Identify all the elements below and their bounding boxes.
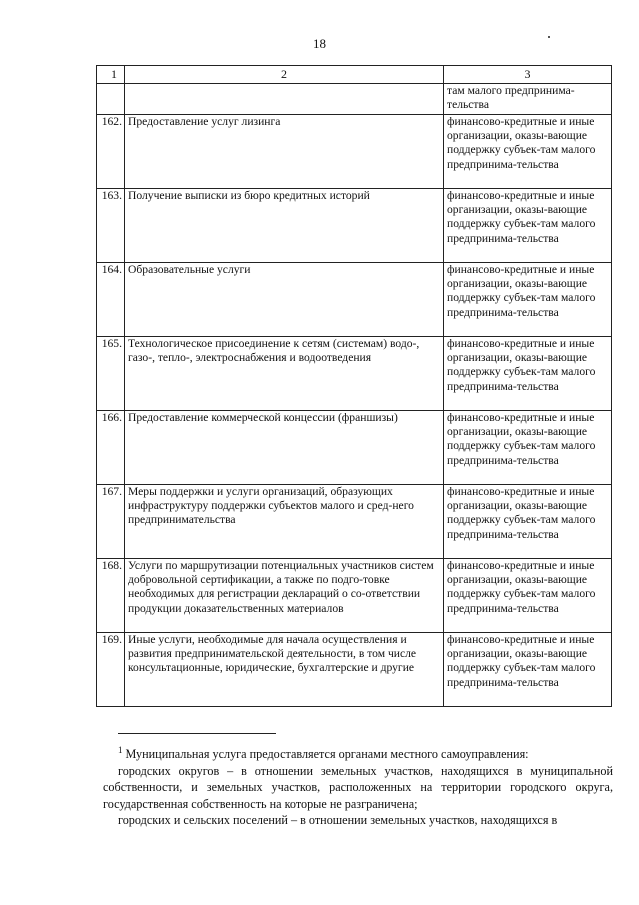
service-name: Иные услуги, необходимые для начала осуществления и развития предпринимательской деятельности, в том числе консультационные, юридические, бухгалтерские и другие (125, 633, 444, 707)
row-number: 163. (97, 189, 125, 263)
row-number: 167. (97, 485, 125, 559)
service-name: Получение выписки из бюро кредитных историй (125, 189, 444, 263)
table-header-row (97, 66, 612, 84)
service-name: Предоставление услуг лизинга (125, 115, 444, 189)
service-name: Образовательные услуги (125, 263, 444, 337)
table-row (97, 485, 612, 559)
provider-cell: финансово-кредитные и иные организации, оказы-вающие поддержку субъек-там малого предпринима-тельства (444, 337, 612, 411)
row-number: 164. (97, 263, 125, 337)
provider-cell: финансово-кредитные и иные организации, оказы-вающие поддержку субъек-там малого предпринима-тельства (444, 485, 612, 559)
footnote-line-2: городских округов – в отношении земельных участков, находящихся в муниципальной собственности, и земельных участков, расположенных на территории городского округа, государственная собственность на которые не разграничена; (103, 763, 613, 811)
service-name: Технологическое присоединение к сетям (системам) водо-, газо-, тепло-, электроснабжения и водоотведения (125, 337, 444, 411)
service-name (125, 84, 444, 115)
header-col-1: 1 (97, 66, 125, 84)
service-name: Меры поддержки и услуги организаций, образующих инфраструктуру поддержки субъектов малого и сред-него предпринимательства (125, 485, 444, 559)
row-number: 165. (97, 337, 125, 411)
provider-cell: финансово-кредитные и иные организации, оказы-вающие поддержку субъек-там малого предпринима-тельства (444, 189, 612, 263)
row-number: 169. (97, 633, 125, 707)
table-row (97, 263, 612, 337)
table-row (97, 411, 612, 485)
footnote-line-3: городских и сельских поселений – в отношении земельных участков, находящихся в (118, 813, 558, 828)
footnote-separator (118, 733, 276, 734)
page-number: 18 (313, 36, 326, 51)
footnote-marker: 1 (118, 745, 123, 755)
header-col-3: 3 (444, 66, 612, 84)
service-name: Предоставление коммерческой концессии (франшизы) (125, 411, 444, 485)
provider-cell: там малого предпринима-тельства (444, 84, 612, 115)
provider-cell: финансово-кредитные и иные организации, оказы-вающие поддержку субъек-там малого предпринима-тельства (444, 559, 612, 633)
table-row (97, 115, 612, 189)
row-number: 166. (97, 411, 125, 485)
service-name: Услуги по маршрутизации потенциальных участников систем добровольной сертификации, а также по подго-товке необходимых для регистрации деклараций о со-ответствии продукции доказательственных материалов (125, 559, 444, 633)
provider-cell: финансово-кредитные и иные организации, оказы-вающие поддержку субъек-там малого предпринима-тельства (444, 633, 612, 707)
provider-cell: финансово-кредитные и иные организации, оказы-вающие поддержку субъек-там малого предпринима-тельства (444, 411, 612, 485)
table-row (97, 633, 612, 707)
row-number (97, 84, 125, 115)
table-row (97, 337, 612, 411)
table-row (97, 559, 612, 633)
continuation-row (97, 84, 612, 115)
row-number: 168. (97, 559, 125, 633)
table-row (97, 189, 612, 263)
provider-cell: финансово-кредитные и иные организации, оказы-вающие поддержку субъек-там малого предпринима-тельства (444, 115, 612, 189)
header-col-2: 2 (125, 66, 444, 84)
footnote-line-1 (118, 742, 613, 763)
provider-cell: финансово-кредитные и иные организации, оказы-вающие поддержку субъек-там малого предпринима-тельства (444, 263, 612, 337)
footnote (103, 742, 613, 829)
scan-speck (548, 36, 550, 38)
footnote-text-1: Муниципальная услуга предоставляется органами местного самоуправления: (125, 747, 529, 761)
row-number: 162. (97, 115, 125, 189)
services-table (96, 65, 612, 707)
